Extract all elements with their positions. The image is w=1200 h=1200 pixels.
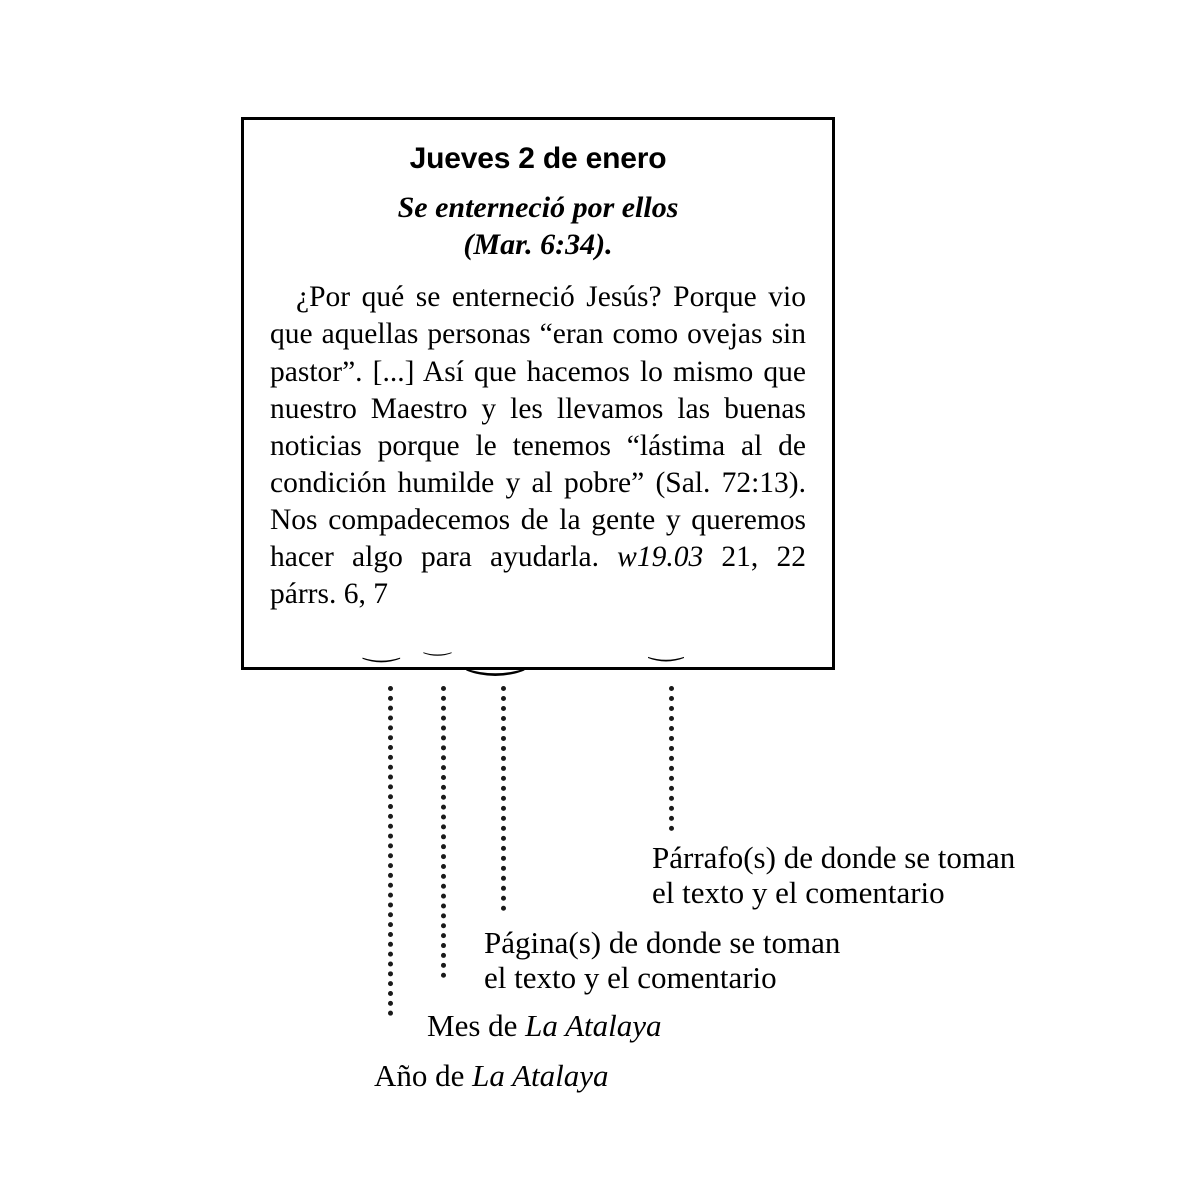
theme-scripture	[270, 190, 806, 263]
theme-scripture-reference: (Mar. 6:34).	[463, 227, 613, 261]
leader-line-month	[441, 686, 446, 978]
callout-year	[374, 1058, 609, 1093]
callout-year-publication: La Atalaya	[472, 1058, 609, 1093]
callout-year-prefix: Año de	[374, 1058, 473, 1093]
callout-pages	[484, 925, 840, 996]
leader-line-pages	[501, 686, 506, 911]
callout-month-prefix: Mes de	[427, 1008, 526, 1043]
leader-line-year	[388, 686, 393, 1016]
theme-scripture-line-1: Se enterneció por ellos	[397, 191, 679, 224]
citation-pages: 21, 22	[721, 541, 806, 574]
callout-pages-line-1: Página(s) de donde se toman	[484, 925, 841, 960]
callout-paragraphs-line-2: el texto y el comentario	[652, 875, 945, 911]
citation-publication-code: w	[617, 541, 637, 574]
callout-paragraphs-line-1: Párrafo(s) de donde se toman	[652, 840, 1016, 875]
citation-month: .03	[666, 541, 704, 574]
brace-pages: ⏝	[466, 636, 526, 674]
brace-paragraphs: ⏝	[648, 636, 685, 660]
comment-paragraph	[270, 279, 806, 613]
callout-paragraphs	[652, 840, 1015, 911]
comment-paragraph-text: ¿Por qué se enterneció Jesús? Porque vio que aquellas personas “eran como ovejas sin pastor”. [...] Así que hacemos lo mismo que nuestro Maestro y les llevamos las buenas noticias porque le tenemos “lástima al de condición humilde y al pobre” (Sal. 72:13). Nos compadecemos de la gente y queremos hacer algo para ayudarla.	[270, 281, 806, 574]
page-title: Jueves 2 de enero	[409, 142, 667, 175]
callout-month	[427, 1008, 662, 1043]
daily-text-box	[241, 117, 835, 674]
brace-year: ⏝	[362, 636, 401, 662]
callout-pages-line-2: el texto y el comentario	[484, 960, 777, 996]
citation-paragraphs: párrs. 6, 7	[270, 578, 388, 611]
brace-month: ⏝	[423, 636, 452, 656]
citation-year: 19	[636, 541, 667, 574]
callout-month-publication: La Atalaya	[525, 1008, 662, 1043]
leader-line-paragraphs	[669, 686, 674, 831]
daily-text-box-inner	[244, 120, 832, 614]
